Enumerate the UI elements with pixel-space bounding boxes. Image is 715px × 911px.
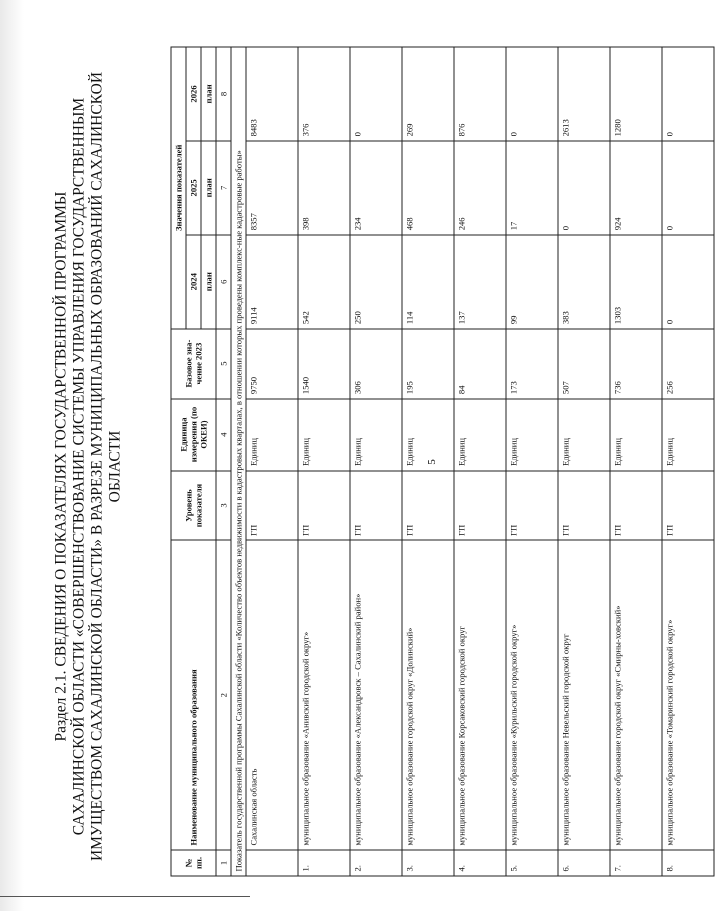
title-line-3: ИМУЩЕСТВОМ САХАЛИНСКОЙ ОБЛАСТИ» В РАЗРЕЗЕ МУНИЦИПАЛЬНЫХ ОБРАЗОВАНИЙ САХАЛИНСКОЙ xyxy=(88,71,106,861)
header-num: № пп. xyxy=(171,850,216,876)
col-number: 1 xyxy=(216,850,231,876)
col-number: 2 xyxy=(216,540,231,850)
row-level: ГП xyxy=(610,470,662,540)
row-2025: 246 xyxy=(454,140,506,234)
row-name: муниципальное образование Невельский городской округ xyxy=(558,540,610,850)
row-num: 2. xyxy=(350,850,402,876)
row-2026: 2613 xyxy=(558,47,610,141)
row-base: 306 xyxy=(350,328,402,398)
row-unit: Единиц xyxy=(402,398,454,470)
row-2025: 17 xyxy=(506,140,558,234)
row-base: 9750 xyxy=(246,328,298,398)
row-num: 7. xyxy=(610,850,662,876)
row-2024: 9114 xyxy=(246,234,298,328)
column-numbers-row xyxy=(216,47,231,876)
row-2025: 8357 xyxy=(246,140,298,234)
row-2026: 8483 xyxy=(246,47,298,141)
header-2024: 2024 xyxy=(186,234,201,328)
title-line-1: Раздел 2.1. СВЕДЕНИЯ О ПОКАЗАТЕЛЯХ ГОСУДАРСТВЕННОЙ ПРОГРАММЫ xyxy=(52,191,70,741)
header-plan-2025: план xyxy=(201,140,216,234)
rotated-page xyxy=(52,36,675,896)
row-name: Сахалинская область xyxy=(246,540,298,850)
row-2024: 0 xyxy=(662,234,714,328)
row-2026: 0 xyxy=(662,47,714,141)
col-number: 7 xyxy=(216,140,231,234)
row-base: 736 xyxy=(610,328,662,398)
row-level: ГП xyxy=(558,470,610,540)
row-name: муниципальное образование городской округ «Долинский» xyxy=(402,540,454,850)
row-num xyxy=(246,850,298,876)
row-2026: 0 xyxy=(350,47,402,141)
row-num: 3. xyxy=(402,850,454,876)
row-2024: 250 xyxy=(350,234,402,328)
row-unit: Единиц xyxy=(506,398,558,470)
row-2026: 876 xyxy=(454,47,506,141)
table-row xyxy=(246,47,298,876)
table-row xyxy=(402,47,454,876)
row-2025: 0 xyxy=(558,140,610,234)
row-unit: Единиц xyxy=(298,398,350,470)
header-2025: 2025 xyxy=(186,140,201,234)
row-base: 173 xyxy=(506,328,558,398)
table-row xyxy=(662,47,714,876)
row-2024: 137 xyxy=(454,234,506,328)
header-plan-2026: план xyxy=(201,47,216,141)
header-plan-2024: план xyxy=(201,234,216,328)
row-num: 6. xyxy=(558,850,610,876)
row-2025: 468 xyxy=(402,140,454,234)
row-name: муниципальное образование Корсаковский городской округ xyxy=(454,540,506,850)
row-2025: 398 xyxy=(298,140,350,234)
table-row xyxy=(506,47,558,876)
col-number: 3 xyxy=(216,470,231,540)
table-row xyxy=(454,47,506,876)
header-base: Базовое зна-чение 2023 xyxy=(171,328,216,398)
page-number: 5 xyxy=(425,459,438,465)
row-name: муниципальное образование «Александровск – Сахалинский район» xyxy=(350,540,402,850)
header-name: Наименование муниципального образования xyxy=(171,540,216,850)
row-name: муниципальное образование «Курильский городской округ» xyxy=(506,540,558,850)
row-unit: Единиц xyxy=(610,398,662,470)
row-unit: Единиц xyxy=(454,398,506,470)
col-number: 5 xyxy=(216,328,231,398)
row-base: 256 xyxy=(662,328,714,398)
title-line-4: ОБЛАСТИ xyxy=(106,430,124,502)
row-2024: 542 xyxy=(298,234,350,328)
col-number: 6 xyxy=(216,234,231,328)
row-2026: 1280 xyxy=(610,47,662,141)
row-2025: 234 xyxy=(350,140,402,234)
header-level: Уровень показателя xyxy=(171,470,216,540)
title-line-2: САХАЛИНСКОЙ ОБЛАСТИ «СОВЕРШЕНСТВОВАНИЕ СИСТЕМЫ УПРАВЛЕНИЯ ГОСУДАРСТВЕННЫМ xyxy=(70,97,88,835)
row-level: ГП xyxy=(246,470,298,540)
col-number: 8 xyxy=(216,47,231,141)
header-2026: 2026 xyxy=(186,47,201,141)
row-level: ГП xyxy=(506,470,558,540)
row-2024: 99 xyxy=(506,234,558,328)
row-level: ГП xyxy=(662,470,714,540)
row-num: 4. xyxy=(454,850,506,876)
col-number: 4 xyxy=(216,398,231,470)
row-2024: 383 xyxy=(558,234,610,328)
indicators-table xyxy=(171,46,715,876)
row-num: 8. xyxy=(662,850,714,876)
row-2025: 0 xyxy=(662,140,714,234)
row-unit: Единиц xyxy=(558,398,610,470)
row-2024: 114 xyxy=(402,234,454,328)
row-name: муниципальное образование городской округ «Смирны-ховский» xyxy=(610,540,662,850)
table-row xyxy=(350,47,402,876)
row-level: ГП xyxy=(454,470,506,540)
table-row xyxy=(558,47,610,876)
row-base: 84 xyxy=(454,328,506,398)
row-base: 1540 xyxy=(298,328,350,398)
header-unit: Единица измерения (по ОКЕИ) xyxy=(171,398,216,470)
row-unit: Единиц xyxy=(246,398,298,470)
row-unit: Единиц xyxy=(350,398,402,470)
row-level: ГП xyxy=(350,470,402,540)
row-2024: 1303 xyxy=(610,234,662,328)
row-name: муниципальное образование «Томаринский городской округ» xyxy=(662,540,714,850)
scan-edge-shadow xyxy=(0,0,24,911)
table-row xyxy=(610,47,662,876)
row-num: 5. xyxy=(506,850,558,876)
row-base: 507 xyxy=(558,328,610,398)
row-2025: 924 xyxy=(610,140,662,234)
row-unit: Единиц xyxy=(662,398,714,470)
row-num: 1. xyxy=(298,850,350,876)
header-values: Значения показателей xyxy=(171,47,186,329)
row-level: ГП xyxy=(298,470,350,540)
row-2026: 376 xyxy=(298,47,350,141)
row-name: муниципальное образование «Анивский городской округ» xyxy=(298,540,350,850)
row-level: ГП xyxy=(402,470,454,540)
table-row xyxy=(298,47,350,876)
indicator-title: Показатель государственной программы Сахалинской области «Количество объектов недвижимости в кадастровых кварталах, в отношении которых проведены комплекс-ные кадастровые работы» xyxy=(231,47,246,876)
row-2026: 0 xyxy=(506,47,558,141)
row-base: 195 xyxy=(402,328,454,398)
section-title xyxy=(53,36,125,896)
row-2026: 269 xyxy=(402,47,454,141)
